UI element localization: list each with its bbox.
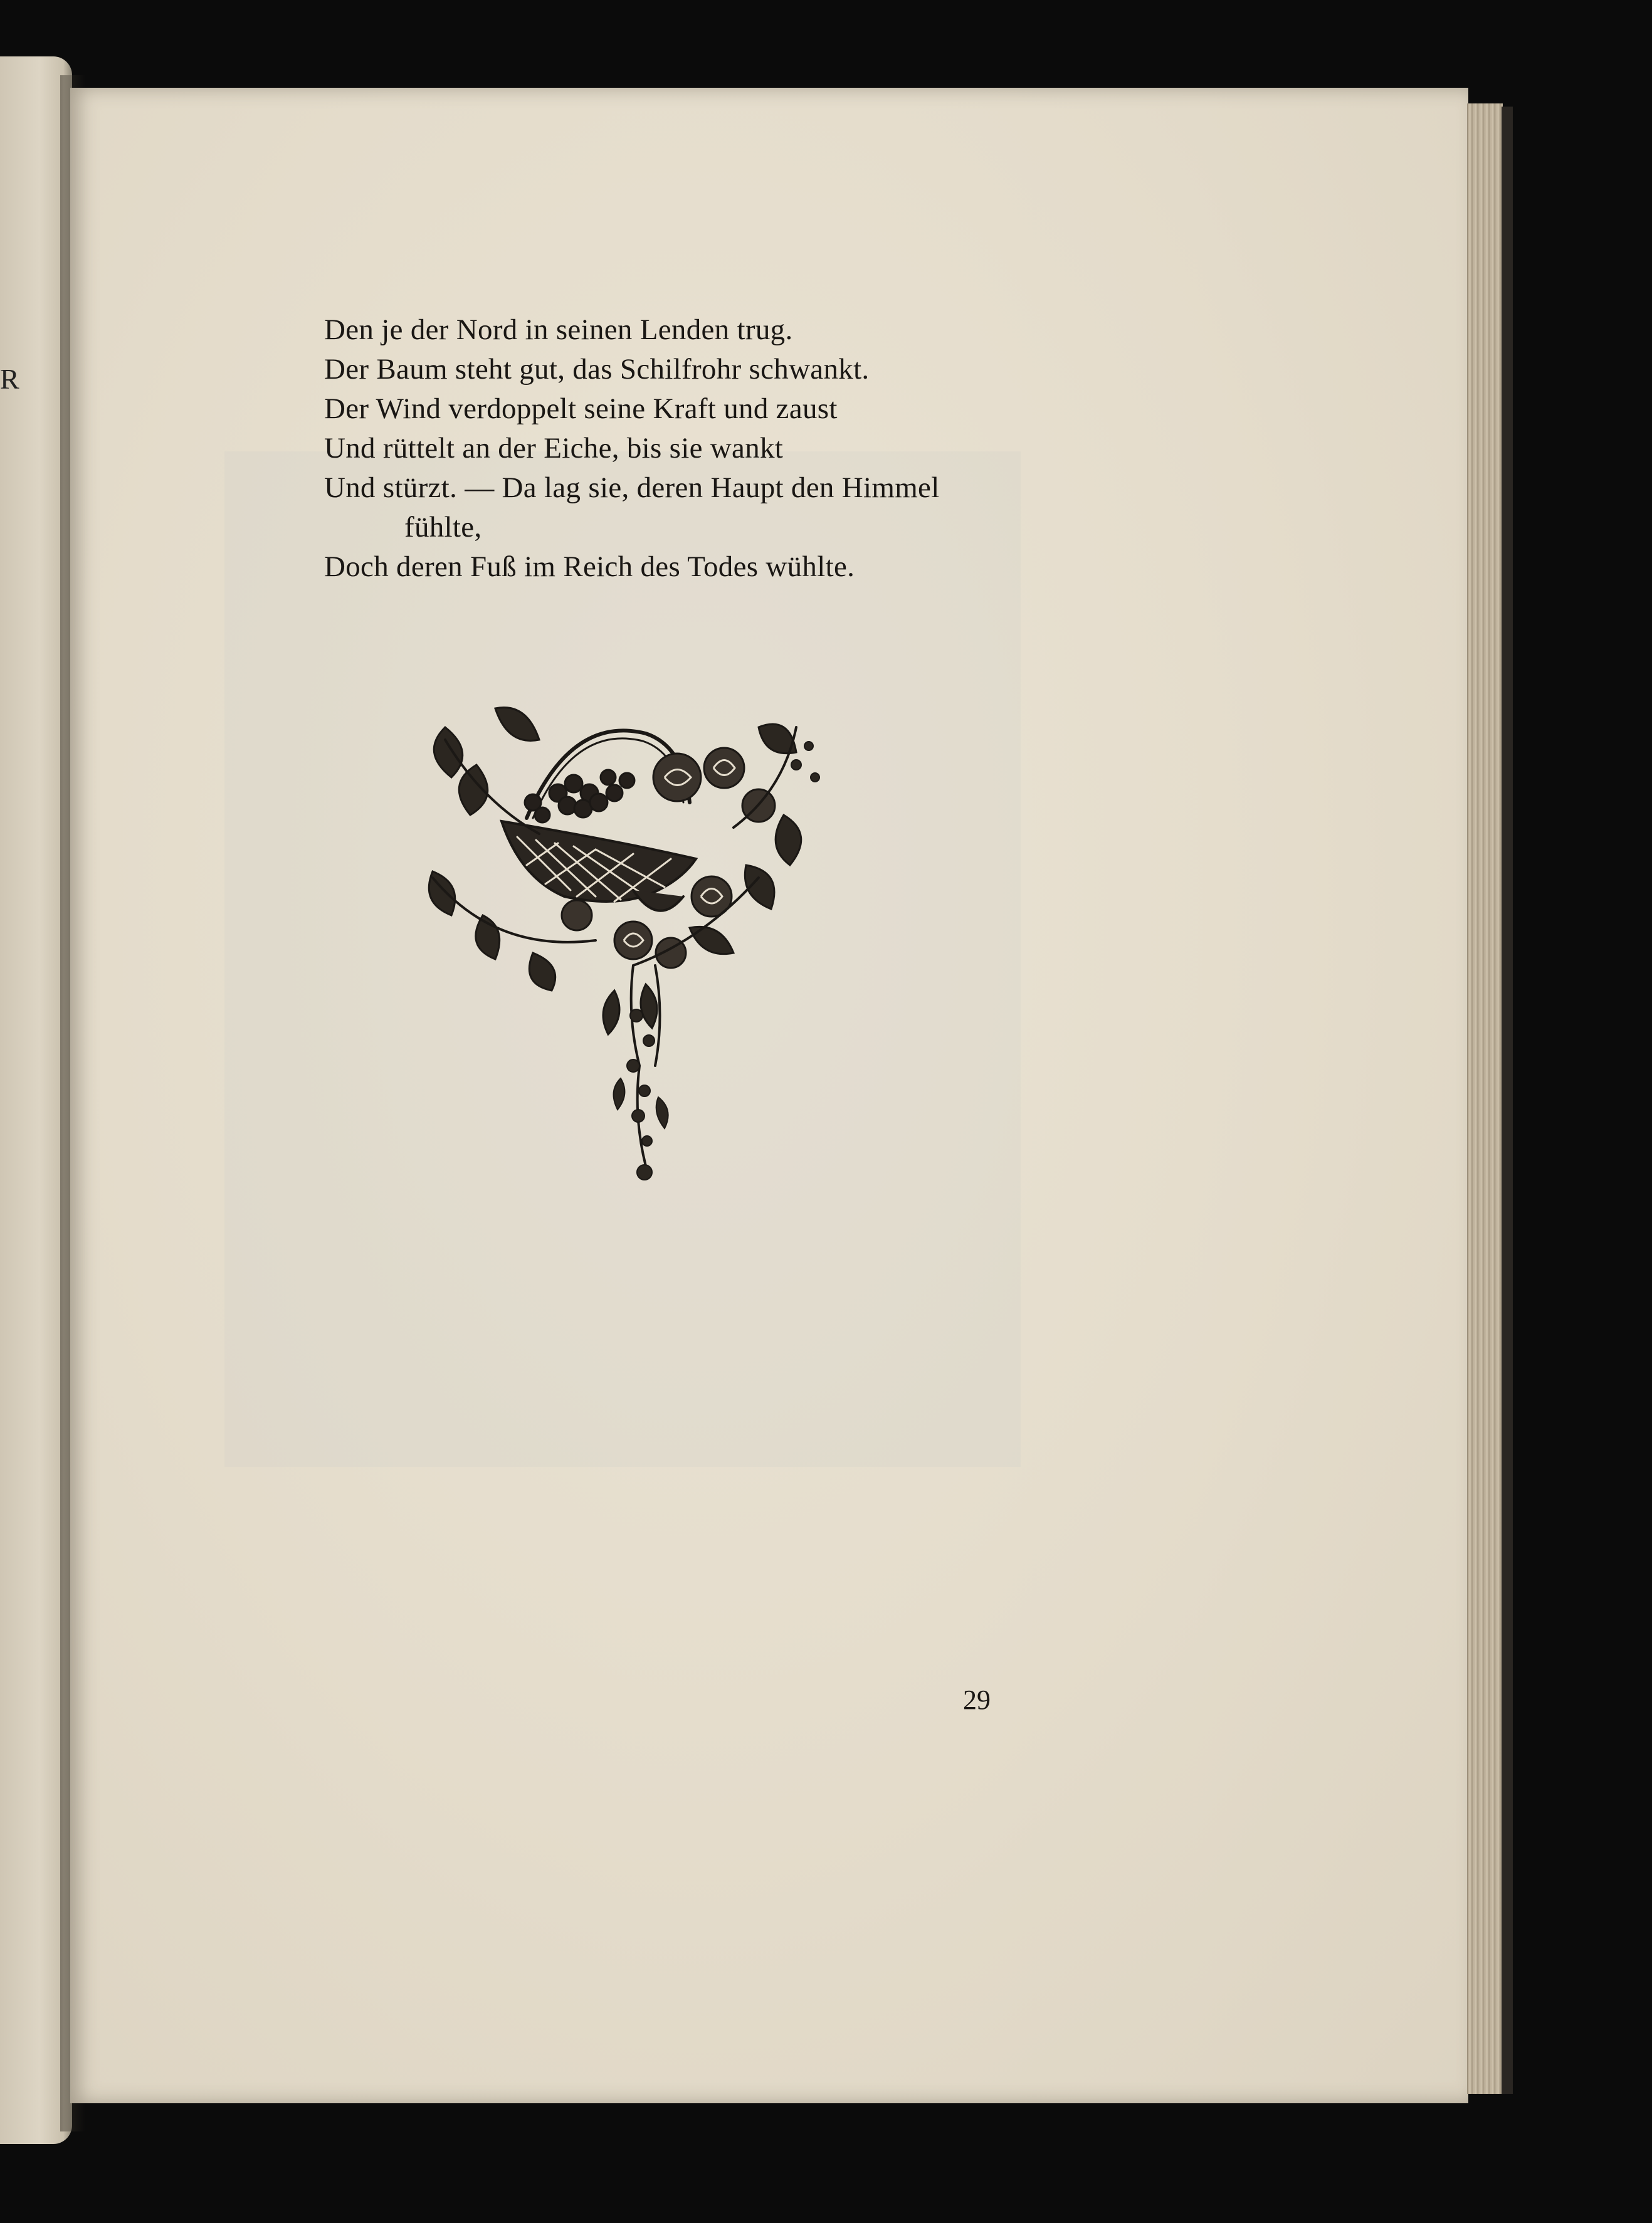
poem-line: Der Wind verdoppelt seine Kraft und zaust [324,392,838,425]
page-block-edges [1467,103,1503,2094]
cover-edge [1502,107,1513,2094]
poem-line: Doch deren Fuß im Reich des Todes wühlte. [324,550,855,583]
page-number: 29 [963,1684,991,1715]
poem-stanza [324,310,940,587]
poem-line: Der Baum steht gut, das Schilfrohr schwankt. [324,353,870,386]
poem-line: Und stürzt. — Da lag sie, deren Haupt den Himmel [324,471,940,504]
flower-basket-vignette-icon [408,690,884,1204]
poem-line: Und rüttelt an der Eiche, bis sie wankt [324,432,784,465]
left-page-edge-text: R [0,363,19,395]
poem-line: Den je der Nord in seinen Lenden trug. [324,313,793,346]
poem-line-continuation: fühlte, [404,511,482,544]
